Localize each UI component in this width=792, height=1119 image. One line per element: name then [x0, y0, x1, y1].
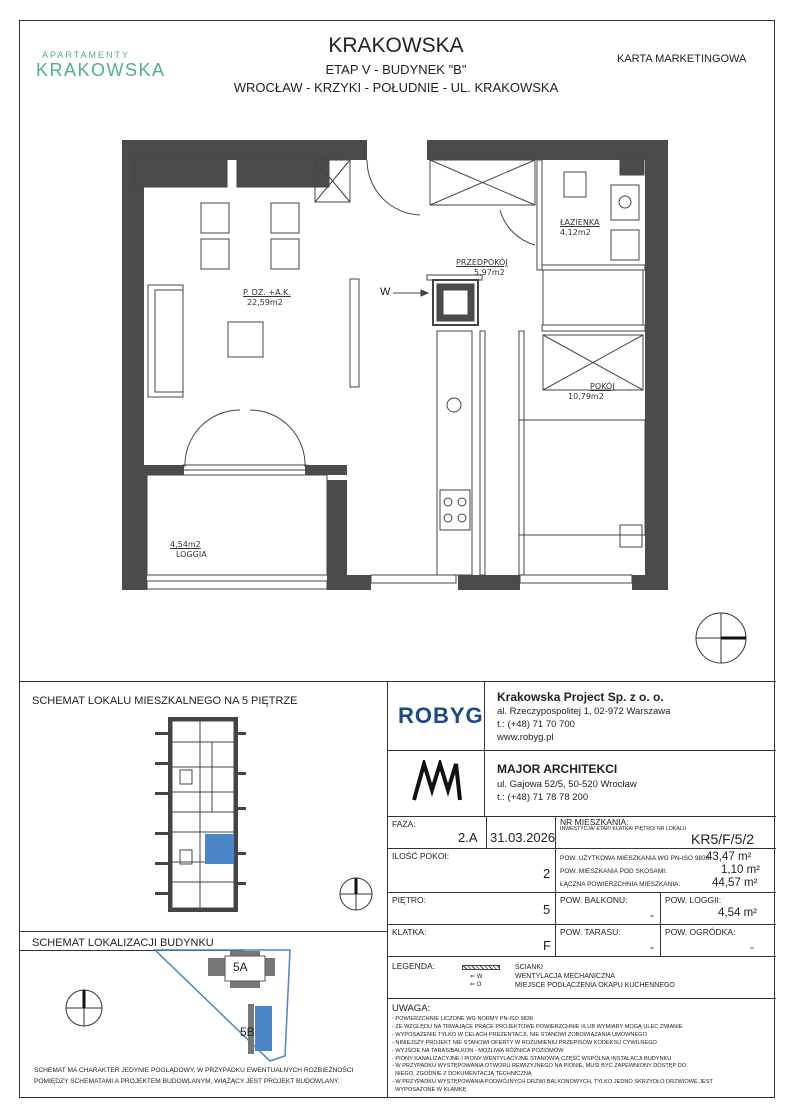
area-total-value: 44,57 m²: [712, 877, 758, 889]
room-label-hall: [456, 258, 508, 278]
wall: [122, 140, 144, 465]
grid-line: [486, 816, 487, 848]
divider-vertical: [387, 681, 388, 1098]
apartment-schema-title: SCHEMAT LOKALU MIESZKALNEGO NA 5 PIĘTRZE: [32, 695, 298, 707]
floor-value: 5: [543, 902, 551, 917]
staircase-label: KLATKA:: [392, 927, 427, 937]
area-usable-value: 43,47 m²: [706, 851, 752, 863]
area-usable-label: POW. UŻYTKOWA MIESZKANIA WG PN-ISO 9836:: [560, 855, 712, 862]
legend-title: LEGENDA:: [392, 961, 435, 971]
apartment-schema: [150, 712, 250, 914]
grid-line: [387, 892, 776, 893]
card-type: KARTA MARKETINGOWA: [617, 53, 747, 65]
room-area: 10,79m2: [568, 392, 604, 401]
apartment-number-label: NR MIESZKANIA:: [560, 817, 629, 827]
divider-horizontal: [19, 681, 776, 682]
note-line: - W PRZYPADKU WYSTĘPOWANIA PODWÓJNYCH DRZWI BALKONOWYCH, TYLKO JEDNO SKRZYDŁO DRZWIOWE JEST: [392, 1079, 713, 1086]
room-name: ŁAZIENKA: [560, 218, 600, 227]
page-title: KRAKOWSKA: [328, 34, 464, 57]
garden-label: POW. OGRÓDKA:: [665, 927, 736, 937]
loggia-label: POW. LOGGII:: [665, 895, 722, 905]
compass-building-icon: [64, 988, 104, 1028]
legend-wall-swatch: [462, 965, 500, 970]
grid-line: [555, 892, 556, 956]
building-schema: [150, 946, 300, 1066]
note-line: - WYPOSAŻENIE TYLKO W CELACH PREZENTACJI, NIE STANOWI ZOBOWIĄZANIA UMOWNEGO: [392, 1031, 647, 1038]
notes-list: [392, 1016, 713, 1095]
legend-item: ŚCIANKI: [515, 964, 544, 971]
architect-phone: t.: (+48) 71 78 78 200: [497, 792, 589, 803]
disclaimer-line-2: POMIĘDZY SCHEMATAMI A PROJEKTEM BUDOWLANYM, WIĄŻĄCY JEST PROJEKT BUDOWLANY.: [34, 1078, 340, 1085]
wall: [458, 575, 520, 590]
room-label-bathroom: [560, 218, 599, 238]
apartment-number-sublabel: INWESTYCJA/ ETAP/ KLATKA/ PIĘTRO/ NR LOKALU: [560, 826, 687, 832]
developer-phone: t.: (+48) 71 70 700: [497, 719, 575, 730]
developer-divider: [387, 750, 776, 751]
date-value: 31.03.2026: [490, 830, 556, 845]
logo-divider: [484, 681, 485, 816]
floor-plan: [115, 135, 675, 595]
disclaimer-line-1: SCHEMAT MA CHARAKTER JEDYNIE POGLĄDOWY, W PRZYPADKU EWENTUALNYCH ROZBIEŻNOŚCI: [34, 1067, 354, 1074]
room-area: 4,12m2: [560, 228, 591, 237]
grid-line: [387, 956, 776, 957]
room-label-room: [568, 382, 615, 402]
note-line: - ZE WZGLĘDU NA TRWAJĄCE PRACE PROJEKTOWE POWIERZCHNIE I/LUB WYMIARY MOGĄ ULEC ZMIANIE: [392, 1023, 683, 1030]
room-label-living: [243, 288, 291, 308]
area-slope-value: 1,10 m²: [721, 864, 760, 876]
balcony-label: POW. BALKONU:: [560, 895, 628, 905]
wall: [632, 575, 645, 590]
area-slope-label: POW. MIESZKANIA POD SKOSAMI:: [560, 868, 667, 875]
room-name: POKÓJ: [590, 382, 615, 391]
legend-vent-swatch: ⇐ W: [470, 974, 483, 980]
note-line: NIEGO, ZGODNIE Z DOKUMENTACJĄ TECHNICZNĄ: [392, 1071, 532, 1078]
wall: [305, 465, 347, 475]
balcony-value: -: [650, 908, 654, 922]
building-b-label: 5B: [240, 1025, 255, 1039]
developer-street: al. Rzeczypospolitej 1, 02-972 Warszawa: [497, 706, 671, 717]
legend-item: WENTYLACJA MECHANICZNA: [515, 973, 615, 980]
legend-hood-swatch: ⇐ O: [470, 982, 482, 988]
rooms-label: ILOŚĆ POKOI:: [392, 851, 450, 861]
wall: [144, 465, 184, 475]
compass-small-icon: [338, 876, 374, 912]
wall: [327, 480, 347, 590]
faza-label: FAZA:: [392, 819, 416, 829]
legend-item: MIEJSCE PODŁĄCZENIA OKAPU KUCHENNEGO: [515, 982, 675, 989]
building-a-label: 5A: [233, 960, 248, 974]
grid-line: [660, 892, 661, 956]
grid-line: [387, 998, 776, 999]
room-name: LOGGIA: [176, 550, 207, 559]
notes-title: UWAGA:: [392, 1003, 431, 1014]
divider-building: [19, 931, 387, 932]
address-subtitle: WROCŁAW - KRZYKI - POŁUDNIE - UL. KRAKOWSKA: [233, 80, 559, 95]
note-line: - W PRZYPADKU WYSTĘPOWANIA OTWORU REWIZYJNEGO NA PIONIE, MUSI BYĆ ZAPEWNIONY DOSTĘP DO: [392, 1063, 687, 1070]
wall: [122, 465, 147, 590]
grid-line: [555, 816, 556, 848]
building-schema-title: SCHEMAT LOKALIZACJI BUDYNKU: [32, 937, 214, 949]
room-name: PRZEDPOKÓJ: [456, 258, 508, 267]
architect-name: MAJOR ARCHITEKCI: [497, 762, 618, 776]
room-area: 4,54m2: [170, 540, 201, 549]
architect-street: ul. Gajowa 52/5, 50-520 Wrocław: [497, 779, 637, 790]
garden-value: -: [750, 940, 754, 954]
logo-top-text: APARTAMENTY: [42, 50, 131, 60]
floor-label: PIĘTRO:: [392, 895, 427, 905]
apartment-number-value: KR5/F/5/2: [691, 831, 755, 847]
wall: [645, 140, 668, 590]
grid-line: [387, 924, 776, 925]
wall: [347, 575, 371, 590]
staircase-value: F: [543, 938, 551, 953]
grid-line: [387, 848, 776, 849]
note-line: - POWIERZCHNIE LICZONE WG NORMY PN-ISO 9836: [392, 1016, 534, 1022]
rooms-value: 2: [543, 866, 551, 881]
stage-subtitle: ETAP V - BUDYNEK "B": [325, 62, 467, 77]
room-label-loggia: [170, 540, 207, 560]
developer-web: www.robyg.pl: [497, 732, 554, 743]
note-line: - PIONY KANALIZACYJNE I PIONY WENTYLACYJNE STANOWIĄ CZĘŚĆ WSPÓLNĄ INSTALACJI BUDYNKU: [392, 1055, 672, 1062]
logo-main-text: KRAKOWSKA: [36, 60, 166, 80]
area-total-label: ŁĄCZNA POWIERZCHNIA MIESZKANIA:: [560, 881, 681, 888]
room-name: P. DZ. +A.K.: [243, 288, 291, 297]
compass-icon: [693, 610, 749, 666]
terrace-label: POW. TARASU:: [560, 927, 621, 937]
note-line: - NINIEJSZY PROJEKT NIE STANOWI OFERTY W ROZUMIENIU PRZEPISÓW KODEKSU CYWILNEGO: [392, 1039, 657, 1046]
developer-logo: ROBYG: [398, 703, 484, 728]
developer-name: Krakowska Project Sp. z o. o.: [497, 690, 664, 704]
faza-value: 2.A: [458, 830, 478, 845]
room-area: 22,59m2: [247, 298, 283, 307]
loggia-value: 4,54 m²: [718, 907, 757, 919]
architect-logo-icon: [410, 760, 464, 802]
note-line: - WYJŚCIE NA TARAS/BALKON - MOŻLIWA RÓŻNICA POZIOMÓW: [392, 1047, 564, 1054]
room-area: 5,97m2: [474, 268, 505, 277]
vent-label: W: [380, 286, 391, 298]
terrace-value: -: [650, 940, 654, 954]
note-line: WYPOSAŻONE W KLAMKĘ: [392, 1087, 467, 1094]
grid-line: [555, 848, 556, 892]
apartment-highlight: [205, 834, 234, 864]
